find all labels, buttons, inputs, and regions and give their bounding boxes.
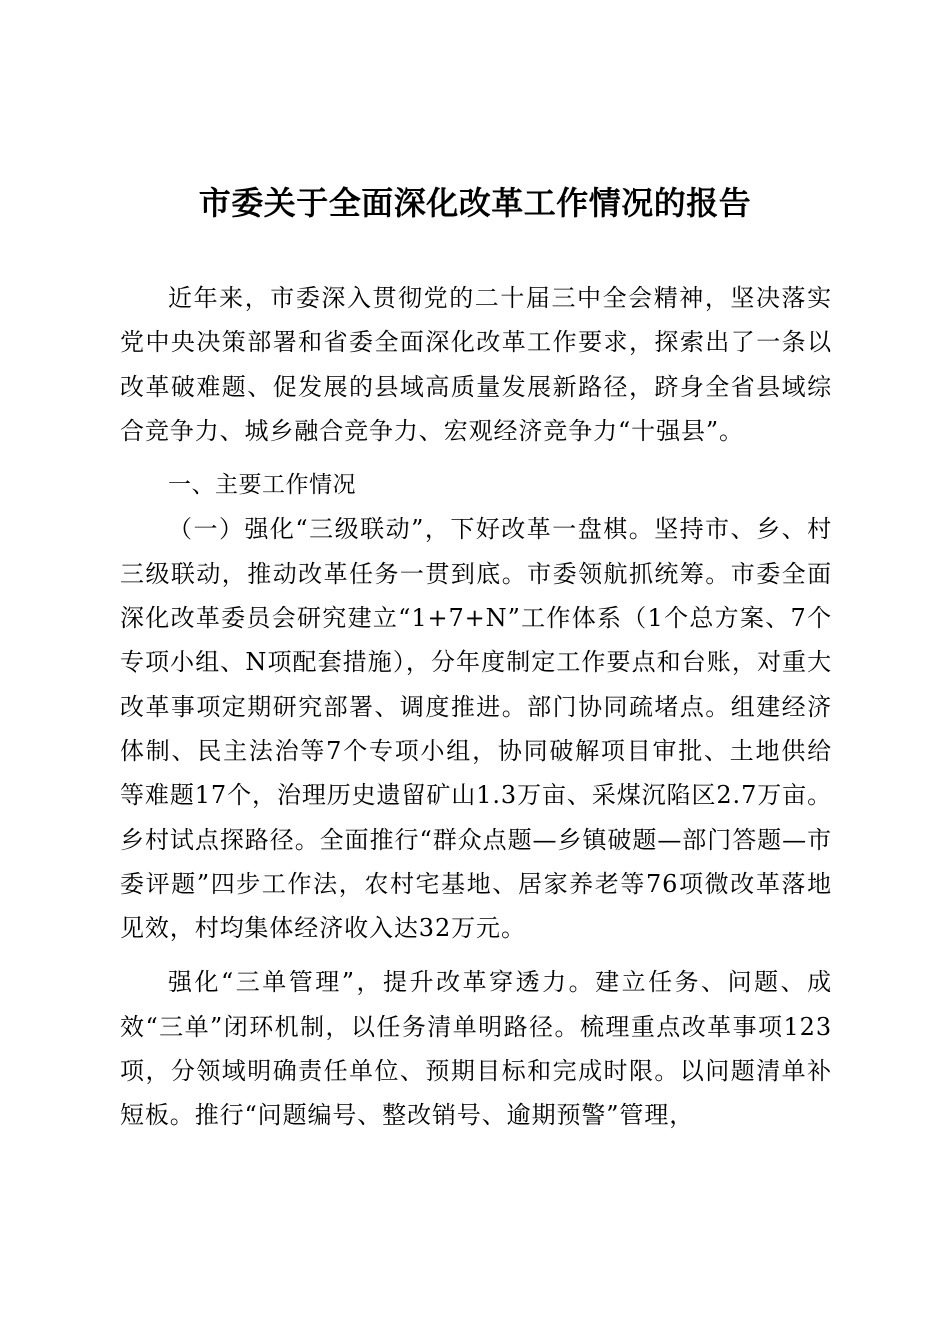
paragraph-gap — [120, 950, 832, 960]
section-paragraph-2: 强化“三单管理”，提升改革穿透力。建立任务、问题、成效“三单”闭环机制，以任务清单明路径。梳理重点改革事项123项，分领域明确责任单位、预期目标和完成时限。以问题清单补短板。推行“问题编号、整改销号、逾期预警”管理， — [120, 968, 832, 1130]
paragraph-gap — [120, 453, 832, 463]
document-title: 市委关于全面深化改革工作情况的报告 — [198, 184, 752, 222]
section-heading: 一、主要工作情况 — [168, 472, 356, 499]
document-body — [120, 276, 832, 1138]
section-paragraph-1: （一）强化“三级联动”，下好改革一盘棋。坚持市、乡、村三级联动，推动改革任务一贯到底。市委领航抓统筹。市委全面深化改革委员会研究建立“1+7+N”工作体系（1个总方案、7个专项小组、N项配套措施），分年度制定工作要点和台账，对重大改革事项定期研究部署、调度推进。部门协同疏堵点。组建经济体制、民主法治等7个专项小组，协同破解项目审批、土地供给等难题17个，治理历史遗留矿山1.3万亩、采煤沉陷区2.7万亩。乡村试点探路径。全面推行“群众点题—乡镇破题—部门答题—市委评题”四步工作法，农村宅基地、居家养老等76项微改革落地见效，村均集体经济收入达32万元。 — [120, 515, 832, 943]
intro-paragraph: 近年来，市委深入贯彻党的二十届三中全会精神，坚决落实党中央决策部署和省委全面深化改革工作要求，探索出了一条以改革破难题、促发展的县域高质量发展新路径，跻身全省县域综合竞争力、城乡融合竞争力、宏观经济竞争力“十强县”。 — [120, 284, 832, 445]
